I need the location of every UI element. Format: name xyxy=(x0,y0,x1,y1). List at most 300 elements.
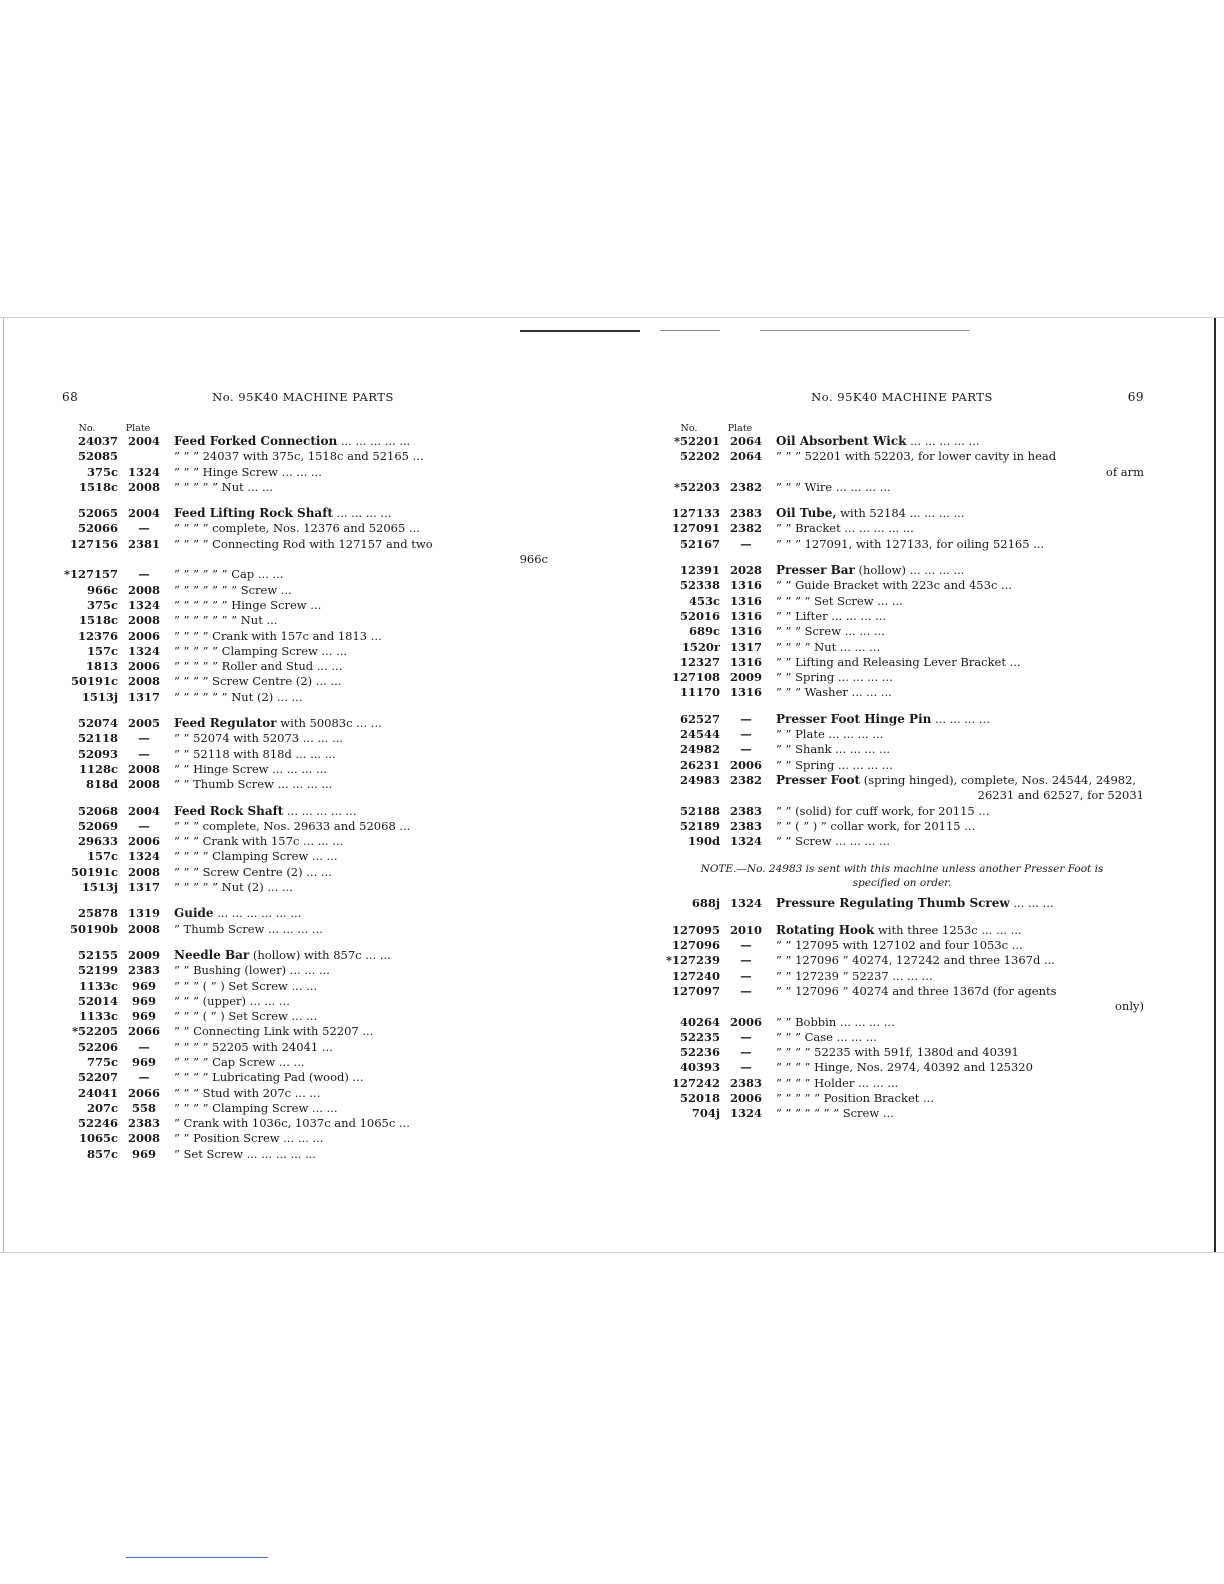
part-description xyxy=(166,1086,548,1101)
part-number: 52066 xyxy=(77,521,118,536)
plate-number: — xyxy=(138,567,150,582)
part-description-text: ” ” ” ” complete, Nos. 12376 and 52065 ... xyxy=(174,521,420,536)
part-description-text: ” ” ” ” ” Clamping Screw ... ... xyxy=(174,643,348,658)
plate-number xyxy=(122,552,166,567)
parts-row xyxy=(660,896,1144,911)
part-description-text: ” ” ” Screw Centre (2) ... ... xyxy=(174,864,332,879)
part-number: 12391 xyxy=(679,563,720,578)
part-description-text: ... ... ... ... xyxy=(931,711,990,726)
parts-row xyxy=(58,506,548,521)
part-number: 1520r xyxy=(681,639,720,654)
parts-row xyxy=(58,979,548,994)
parts-row xyxy=(660,834,1144,849)
plate-number: 1317 xyxy=(127,880,160,895)
part-number: 1513j xyxy=(81,689,118,704)
parts-row xyxy=(58,659,548,674)
part-number: 127240 xyxy=(671,968,720,983)
part-description xyxy=(768,449,1144,464)
part-description-text: ” Set Screw ... ... ... ... ... xyxy=(174,1146,317,1161)
part-number: 1065c xyxy=(78,1131,118,1146)
part-description xyxy=(166,1070,548,1085)
part-description-text: ” ” ” ” ” ” Nut (2) ... ... xyxy=(174,689,303,704)
parts-row xyxy=(660,624,1144,639)
plate-number: 2006 xyxy=(729,757,762,772)
part-number: 62527 xyxy=(679,711,720,726)
part-description xyxy=(768,923,1144,938)
part-number: 52202 xyxy=(679,449,720,464)
plate-number: 2008 xyxy=(127,864,160,879)
part-number: 818d xyxy=(85,777,118,792)
part-description xyxy=(768,896,1144,911)
parts-row xyxy=(660,640,1144,655)
part-description xyxy=(768,1091,1144,1106)
parts-row xyxy=(660,788,1144,803)
scan-bottom-edge xyxy=(0,1252,1224,1253)
presser-foot-note: NOTE.—No. 24983 is sent with this machine unless another Presser Foot is specified on order. xyxy=(700,863,1104,890)
part-description xyxy=(166,613,548,628)
part-number: 25878 xyxy=(77,906,118,921)
part-number: 966c xyxy=(86,582,118,597)
plate-number: 1324 xyxy=(729,896,762,911)
part-description xyxy=(166,762,548,777)
part-number: 52246 xyxy=(77,1116,118,1131)
plate-number: 1316 xyxy=(729,654,762,669)
plate-number: 2004 xyxy=(127,434,160,448)
part-description-text: ” ” Screw ... ... ... ... xyxy=(776,834,891,849)
right-page-title: No. 95K40 MACHINE PARTS xyxy=(811,390,993,404)
part-description xyxy=(768,506,1144,521)
part-description-text: ” ” ” ” Lubricating Pad (wood) ... xyxy=(174,1070,364,1085)
part-number: 50190b xyxy=(69,921,118,936)
part-description-text: ” ” ” Washer ... ... ... xyxy=(776,685,892,700)
plate-number: — xyxy=(138,746,150,761)
part-number: 127156 xyxy=(69,536,118,551)
parts-row xyxy=(58,629,548,644)
parts-row xyxy=(660,1060,1144,1075)
parts-group xyxy=(660,506,1144,552)
scan-left-edge xyxy=(3,318,4,1252)
plate-number: — xyxy=(138,1070,150,1085)
part-number: 52068 xyxy=(77,803,118,818)
parts-group xyxy=(660,712,1144,850)
part-description-text: ” ” ” ( ” ) Set Screw ... ... xyxy=(174,978,318,993)
plate-number: 969 xyxy=(131,1009,156,1024)
part-description xyxy=(166,731,548,746)
plate-number: 2008 xyxy=(127,1131,160,1146)
parts-row xyxy=(660,758,1144,773)
right-page-number: 69 xyxy=(1127,390,1144,404)
part-description-text: ” ” 52118 with 818d ... ... ... xyxy=(174,746,336,761)
parts-group xyxy=(660,896,1144,911)
part-description-text: (spring hinged), complete, Nos. 24544, 24982, xyxy=(860,772,1137,787)
plate-number: 2066 xyxy=(127,1085,160,1100)
part-description-text: ” ” ” ” 52205 with 24041 ... xyxy=(174,1039,333,1054)
col-no-header: No. xyxy=(680,423,698,434)
part-number: 24544 xyxy=(679,727,720,742)
part-number: 12327 xyxy=(679,654,720,669)
part-description-text: ” ” ” ” ” Position Bracket ... xyxy=(776,1090,934,1105)
part-heading: Rotating Hook xyxy=(776,922,875,937)
plate-number: — xyxy=(740,983,752,998)
part-number: 52188 xyxy=(679,803,720,818)
parts-row xyxy=(660,434,1144,449)
right-page xyxy=(660,390,1144,1133)
part-description xyxy=(768,1015,1144,1030)
parts-row xyxy=(660,999,1144,1014)
parts-row xyxy=(660,727,1144,742)
parts-row xyxy=(58,465,548,480)
part-number: 12376 xyxy=(77,628,118,643)
plate-number: 2008 xyxy=(127,479,160,494)
parts-row xyxy=(58,994,548,1009)
part-number: 52016 xyxy=(679,608,720,623)
parts-row xyxy=(660,685,1144,700)
part-number: 52118 xyxy=(77,731,118,746)
parts-row xyxy=(58,1055,548,1070)
parts-row xyxy=(660,609,1144,624)
part-number: 52338 xyxy=(679,578,720,593)
parts-row xyxy=(58,834,548,849)
part-description xyxy=(768,670,1144,685)
part-description-text: ” ” ” 52201 with 52203, for lower cavity in head xyxy=(776,449,1057,464)
part-description xyxy=(166,865,548,880)
part-description xyxy=(768,953,1144,968)
plate-number: 2009 xyxy=(127,947,160,962)
part-description xyxy=(768,834,1144,849)
parts-row xyxy=(58,598,548,613)
parts-row xyxy=(660,1045,1144,1060)
part-number: *52201 xyxy=(673,434,720,448)
parts-row xyxy=(660,563,1144,578)
part-number: 52235 xyxy=(679,1029,720,1044)
part-heading: Oil Tube, xyxy=(776,506,837,521)
plate-number: 1324 xyxy=(729,1106,762,1121)
part-description xyxy=(166,629,548,644)
part-number: 24037 xyxy=(77,434,118,448)
parts-row xyxy=(660,819,1144,834)
part-number: 50191c xyxy=(70,864,118,879)
part-number: 40264 xyxy=(679,1014,720,1029)
parts-row xyxy=(58,1131,548,1146)
parts-row xyxy=(58,1009,548,1024)
part-description-text: ” ” ” ” Cap Screw ... ... xyxy=(174,1054,305,1069)
plate-number: — xyxy=(740,1060,752,1075)
parts-row xyxy=(660,1091,1144,1106)
part-description-text: (hollow) with 857c ... ... xyxy=(249,947,391,962)
part-number xyxy=(660,465,724,480)
part-number: 1518c xyxy=(78,613,118,628)
plate-number: 2006 xyxy=(729,1014,762,1029)
part-number xyxy=(660,788,724,803)
parts-group xyxy=(58,506,548,705)
part-description xyxy=(166,834,548,849)
right-parts-list xyxy=(660,434,1144,1122)
part-description xyxy=(768,480,1144,495)
parts-row xyxy=(58,1040,548,1055)
plate-number: 2383 xyxy=(729,1075,762,1090)
part-description-text: ” ” 127239 ” 52237 ... ... ... xyxy=(776,968,933,983)
part-description-text: ” ” ( ” ) ” collar work, for 20115 ... xyxy=(776,818,976,833)
part-description-text: ” ” ” ” Set Screw ... ... xyxy=(776,593,903,608)
plate-number xyxy=(122,449,166,464)
part-description-text: ” ” ” ” ” ” ” Screw ... xyxy=(776,1106,894,1121)
part-description-text: ” ” Plate ... ... ... ... xyxy=(776,727,884,742)
plate-number: — xyxy=(138,818,150,833)
parts-row xyxy=(58,716,548,731)
part-number: 857c xyxy=(86,1146,118,1161)
parts-row xyxy=(58,552,548,567)
plate-number: 969 xyxy=(131,978,156,993)
part-number: 52074 xyxy=(77,716,118,731)
part-description xyxy=(166,994,548,1009)
part-description-text: ... ... ... ... xyxy=(332,506,392,521)
part-description-text: ” ” ” ” Crank with 157c and 1813 ... xyxy=(174,628,382,643)
part-description-text: ” Thumb Screw ... ... ... ... xyxy=(174,921,323,936)
part-description-text: ... ... ... ... ... xyxy=(283,803,357,818)
parts-row xyxy=(58,906,548,921)
plate-number: 2381 xyxy=(127,536,160,551)
part-description-text: only) xyxy=(1115,999,1144,1014)
part-description xyxy=(768,563,1144,578)
part-description xyxy=(166,1055,548,1070)
part-description xyxy=(166,434,548,449)
plate-number: 1324 xyxy=(127,597,160,612)
parts-row xyxy=(58,777,548,792)
plate-number: 2064 xyxy=(729,449,762,464)
part-heading: Pressure Regulating Thumb Screw xyxy=(776,896,1010,911)
part-description-text: ” ” ” Crank with 157c ... ... ... xyxy=(174,834,344,849)
part-description-text: ” ” ” ” Screw Centre (2) ... ... xyxy=(174,674,342,689)
part-description xyxy=(166,1147,548,1162)
part-description-text: 966c xyxy=(519,552,548,567)
part-number xyxy=(660,999,724,1014)
part-description xyxy=(166,1131,548,1146)
parts-row xyxy=(58,948,548,963)
part-description xyxy=(166,777,548,792)
part-description-text: ” ” ” 24037 with 375c, 1518c and 52165 ... xyxy=(174,449,424,464)
part-number: 127133 xyxy=(671,506,720,521)
part-description xyxy=(768,727,1144,742)
part-number: 24983 xyxy=(679,772,720,787)
part-description xyxy=(166,583,548,598)
part-description-text: ” ” (solid) for cuff work, for 20115 ... xyxy=(776,803,990,818)
part-description-text: ” ” ” ” 52235 with 591f, 1380d and 40391 xyxy=(776,1045,1019,1060)
parts-row xyxy=(660,712,1144,727)
part-number: 190d xyxy=(687,834,720,849)
parts-row xyxy=(660,1015,1144,1030)
parts-row xyxy=(660,449,1144,464)
part-description-text: with 50083c ... ... xyxy=(276,716,382,731)
part-number: 1128c xyxy=(78,761,118,776)
plate-number: 558 xyxy=(131,1100,156,1115)
part-description-text: ” ” 52074 with 52073 ... ... ... xyxy=(174,731,343,746)
left-parts-list xyxy=(58,434,548,1162)
parts-row xyxy=(58,819,548,834)
part-number: 127108 xyxy=(671,670,720,685)
part-description xyxy=(166,948,548,963)
part-description xyxy=(166,804,548,819)
parts-row xyxy=(660,465,1144,480)
plate-number: 1316 xyxy=(729,608,762,623)
part-description-text: ” ” Position Screw ... ... ... xyxy=(174,1131,324,1146)
plate-number: 1324 xyxy=(127,849,160,864)
part-description-text: ” ” Spring ... ... ... ... xyxy=(776,670,893,685)
parts-row xyxy=(660,938,1144,953)
plate-number: 1316 xyxy=(729,578,762,593)
part-description xyxy=(166,598,548,613)
part-description xyxy=(166,480,548,495)
part-number: 688j xyxy=(691,896,720,911)
plate-number: 2066 xyxy=(127,1024,160,1039)
part-description xyxy=(166,659,548,674)
parts-row xyxy=(58,521,548,536)
part-description-text: ” ” ” ” Clamping Screw ... ... xyxy=(174,849,338,864)
part-description-text: ” ” Guide Bracket with 223c and 453c ... xyxy=(776,578,1013,593)
parts-row xyxy=(58,480,548,495)
parts-row xyxy=(660,1030,1144,1045)
plate-number: 2006 xyxy=(127,659,160,674)
part-number: 52199 xyxy=(77,963,118,978)
plate-number: 1317 xyxy=(127,689,160,704)
part-description-text: ” ” ” ” ” Roller and Stud ... ... xyxy=(174,659,343,674)
col-plate-header: Plate xyxy=(125,423,151,434)
parts-row xyxy=(660,480,1144,495)
plate-number: — xyxy=(138,731,150,746)
left-page-number: 68 xyxy=(62,390,79,404)
part-number xyxy=(58,552,122,567)
parts-row xyxy=(58,804,548,819)
plate-number: 2008 xyxy=(127,777,160,792)
scan-right-edge xyxy=(1214,318,1216,1252)
part-heading: Presser Bar xyxy=(776,563,855,578)
plate-number: 1317 xyxy=(729,639,762,654)
part-number: *127157 xyxy=(63,567,118,582)
parts-row xyxy=(660,953,1144,968)
part-number: 26231 xyxy=(679,757,720,772)
plate-number: — xyxy=(740,1029,752,1044)
part-description xyxy=(166,506,548,521)
part-description-text: ” ” ” complete, Nos. 29633 and 52068 ... xyxy=(174,818,411,833)
part-number: 52167 xyxy=(679,536,720,551)
part-description xyxy=(768,938,1144,953)
part-description xyxy=(768,1106,1144,1121)
plate-number: — xyxy=(740,953,752,968)
part-number: 52189 xyxy=(679,818,720,833)
part-description-text: ” ” ” ” Hinge, Nos. 2974, 40392 and 125320 xyxy=(776,1060,1033,1075)
parts-row xyxy=(58,1116,548,1131)
left-column-headers xyxy=(58,418,548,434)
parts-row xyxy=(58,644,548,659)
part-number: 11170 xyxy=(679,685,720,700)
part-number: 52236 xyxy=(679,1045,720,1060)
part-description xyxy=(768,578,1144,593)
parts-row xyxy=(660,578,1144,593)
part-number: 375c xyxy=(86,464,118,479)
parts-row xyxy=(660,1106,1144,1121)
part-description xyxy=(768,984,1144,999)
part-description-text: ” ” Hinge Screw ... ... ... ... xyxy=(174,761,327,776)
part-description xyxy=(768,758,1144,773)
part-number: 52069 xyxy=(77,818,118,833)
part-description-text: ” ” ” ” Clamping Screw ... ... xyxy=(174,1100,338,1115)
part-number: 453c xyxy=(688,593,720,608)
parts-group xyxy=(660,923,1144,1122)
part-description-text: with 52184 ... ... ... ... xyxy=(836,506,965,521)
part-number: 157c xyxy=(86,849,118,864)
plate-number: — xyxy=(740,727,752,742)
part-description xyxy=(166,819,548,834)
plate-number: — xyxy=(138,1039,150,1054)
right-page-header xyxy=(660,390,1144,416)
plate-number: — xyxy=(740,1045,752,1060)
plate-number: — xyxy=(740,711,752,726)
plate-number: 2382 xyxy=(729,521,762,536)
parts-row xyxy=(58,747,548,762)
parts-row xyxy=(660,655,1144,670)
part-number: 29633 xyxy=(77,834,118,849)
parts-row xyxy=(58,762,548,777)
part-description xyxy=(166,747,548,762)
part-description-text: ” ” ” ( ” ) Set Screw ... ... xyxy=(174,1009,318,1024)
part-heading: Feed Rock Shaft xyxy=(174,803,284,818)
part-description-text: with three 1253c ... ... ... xyxy=(874,922,1022,937)
part-number: 127242 xyxy=(671,1075,720,1090)
part-description-text: ... ... ... ... ... xyxy=(337,434,411,448)
plate-number: — xyxy=(740,536,752,551)
plate-number: 2006 xyxy=(127,834,160,849)
part-description xyxy=(768,819,1144,834)
plate-number: 2008 xyxy=(127,921,160,936)
part-description xyxy=(768,712,1144,727)
part-number: 24982 xyxy=(679,742,720,757)
plate-number: — xyxy=(740,742,752,757)
parts-row xyxy=(660,773,1144,788)
part-description-text: ” ” Spring ... ... ... ... xyxy=(776,757,893,772)
scan-artifact-line xyxy=(660,330,720,331)
part-number: 1518c xyxy=(78,479,118,494)
part-description xyxy=(768,521,1144,536)
part-description-text: ” ” Bracket ... ... ... ... ... xyxy=(776,521,914,536)
part-number: 375c xyxy=(86,597,118,612)
parts-row xyxy=(660,804,1144,819)
part-description-text: ” ” 127095 with 127102 and four 1053c ... xyxy=(776,938,1023,953)
part-description xyxy=(166,1024,548,1039)
parts-row xyxy=(58,880,548,895)
part-description xyxy=(166,849,548,864)
parts-row xyxy=(58,567,548,582)
part-description-text: ” ” ” Hinge Screw ... ... ... xyxy=(174,464,322,479)
part-number: 40393 xyxy=(679,1060,720,1075)
plate-number: 1319 xyxy=(127,906,160,921)
part-number: 127096 xyxy=(671,938,720,953)
part-description-text: ... ... ... ... ... xyxy=(906,434,980,448)
plate-number: 2064 xyxy=(729,434,762,448)
part-number: 52018 xyxy=(679,1090,720,1105)
col-plate-header: Plate xyxy=(727,423,753,434)
part-description-text: ” ” ” 127091, with 127133, for oiling 52165 ... xyxy=(776,536,1045,551)
parts-row xyxy=(58,1147,548,1162)
part-description xyxy=(768,1045,1144,1060)
part-number: *127239 xyxy=(665,953,720,968)
part-description xyxy=(166,1040,548,1055)
part-description-text: ... ... ... xyxy=(1009,896,1054,911)
part-description xyxy=(166,567,548,582)
part-description xyxy=(166,552,548,567)
part-description xyxy=(768,624,1144,639)
plate-number: 2008 xyxy=(127,582,160,597)
parts-row xyxy=(58,434,548,449)
left-page xyxy=(58,390,548,1173)
